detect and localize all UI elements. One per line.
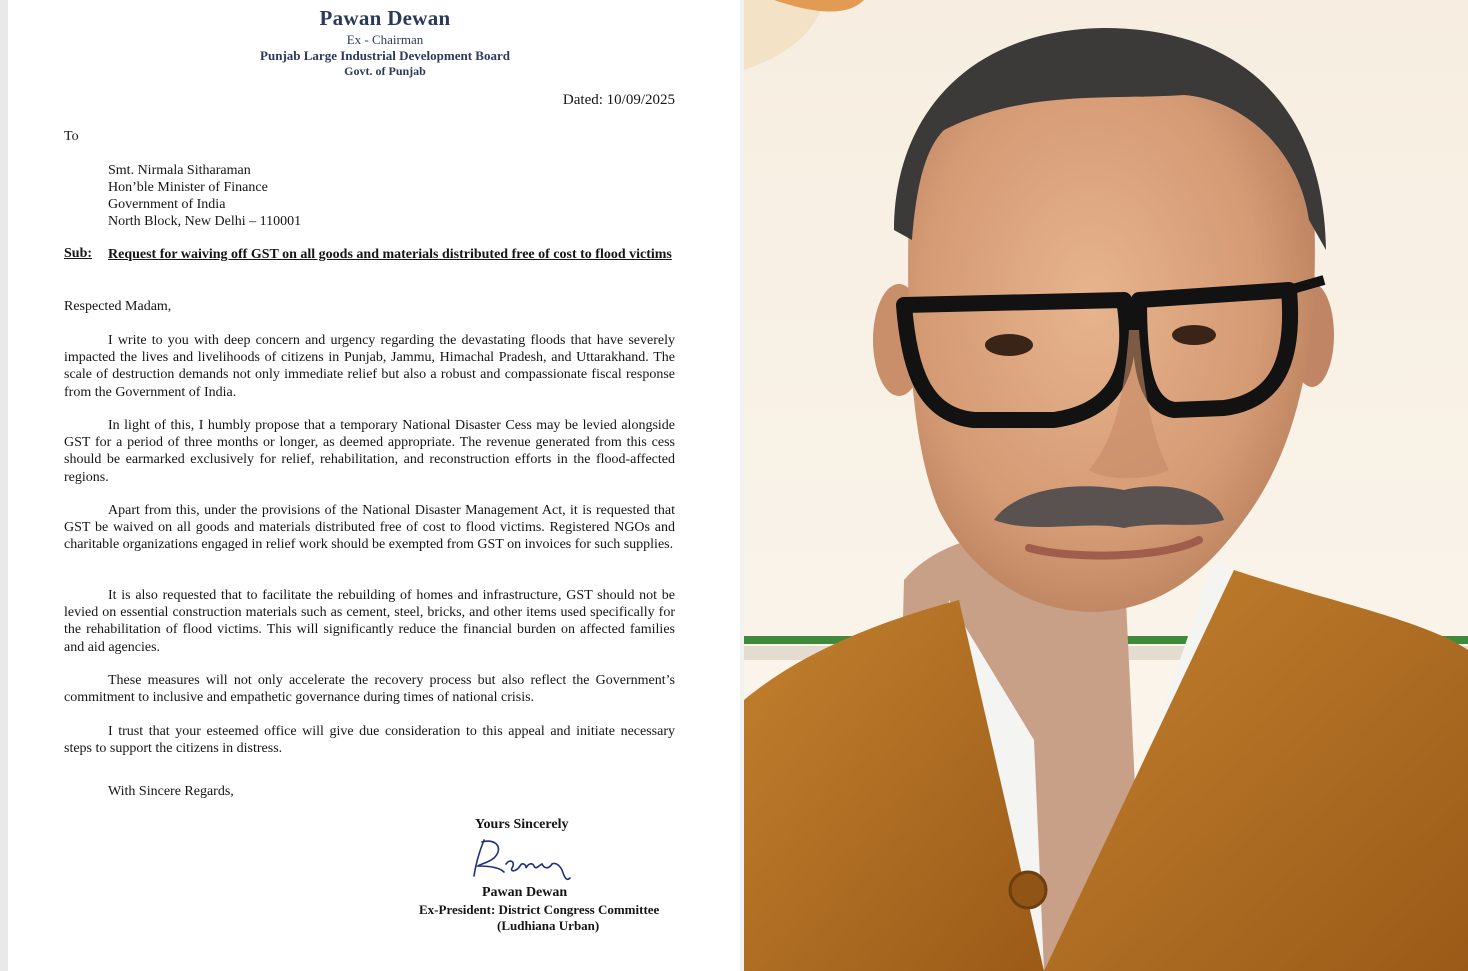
left-eye <box>985 334 1033 356</box>
signatory-name: Pawan Dewan <box>482 885 568 900</box>
letterhead <box>200 4 570 79</box>
body-paragraph: Apart from this, under the provisions of the National Disaster Management Act, it is requested that GST be waived on all goods and materials distributed free of cost to flood victims. Registered NGOs and charitable organizations engaged in relief work should be exempted from GST on invoices for such supplies. <box>64 503 675 553</box>
subject-label: Sub: <box>64 246 93 261</box>
body-paragraph: I trust that your esteemed office will give due consideration to this appeal and initiate necessary steps to support the citizens in distress. <box>64 724 675 757</box>
body-paragraph: In light of this, I humbly propose that a temporary National Disaster Cess may be levied alongside GST for a period of three months or longer, as deemed appropriate. The revenue generated from this cess should be earmarked exclusively for relief, rehabilitation, and reconstruction efforts in the flood-affected regions. <box>64 418 675 485</box>
recipient-address: North Block, New Delhi – 110001 <box>108 214 302 229</box>
jacket-button <box>1010 872 1046 908</box>
right-eye <box>1172 325 1216 345</box>
greeting: Respected Madam, <box>64 299 172 314</box>
recipient-name: Smt. Nirmala Sitharaman <box>108 163 251 178</box>
body-paragraph: It is also requested that to facilitate the rebuilding of homes and infrastructure, GST should not be levied on essential construction materials such as cement, steel, bricks, and other items used specifically for the rehabilitation of flood victims. This will significantly reduce the financial burden on affected families and aid agencies. <box>64 588 675 655</box>
signatory-unit: (Ludhiana Urban) <box>497 918 600 933</box>
body-paragraph: I write to you with deep concern and urgency regarding the devastating floods that have severely impacted the lives and livelihoods of citizens in Punjab, Jammu, Himachal Pradesh, and Uttarakhand. The scale of destruction demands not only immediate relief but also a robust and compassionate fiscal response from the Government of India. <box>64 333 675 400</box>
portrait-photo <box>744 0 1468 971</box>
letterhead-name: Pawan Dewan <box>319 6 451 30</box>
recipient-government: Government of India <box>108 197 226 212</box>
handwritten-signature <box>470 836 580 886</box>
body-paragraph: These measures will not only accelerate the recovery process but also reflect the Government’s commitment to inclusive and empathetic governance during times of national crisis. <box>64 673 675 706</box>
salutation-to: To <box>64 129 79 144</box>
subject-text: Request for waiving off GST on all goods and materials distributed free of cost to flood victims <box>108 247 672 262</box>
page-edge <box>0 0 8 971</box>
recipient-title: Hon’ble Minister of Finance <box>108 180 268 195</box>
letter-date: Dated: 10/09/2025 <box>562 92 675 108</box>
letterhead-role: Ex - Chairman <box>346 32 424 47</box>
yours-sincerely: Yours Sincerely <box>475 817 569 832</box>
letterhead-government: Govt. of Punjab <box>344 64 426 78</box>
closing: With Sincere Regards, <box>108 784 234 799</box>
signatory-designation: Ex-President: District Congress Committee <box>419 902 660 917</box>
letterhead-organization: Punjab Large Industrial Development Board <box>260 48 510 63</box>
